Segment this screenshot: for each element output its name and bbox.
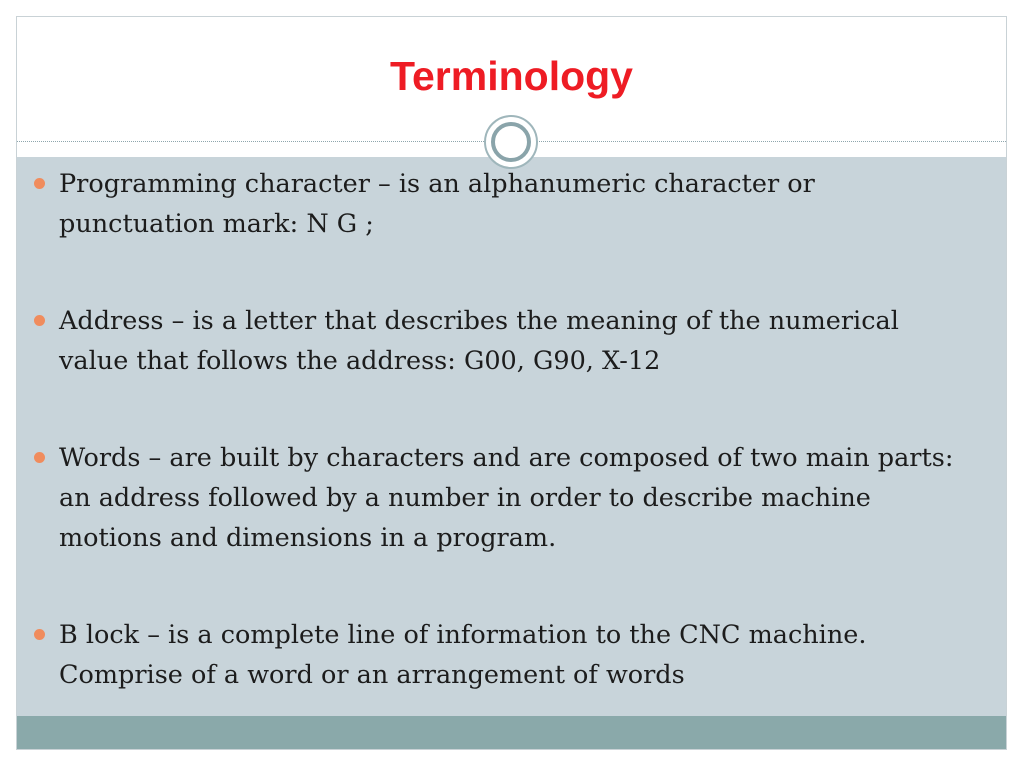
list-item bbox=[34, 301, 954, 381]
circle-bullet-icon bbox=[34, 452, 45, 463]
bullet-text: Programming character – is an alphanumeric character or punctuation mark: N G ; bbox=[59, 169, 815, 239]
circle-bullet-icon bbox=[34, 629, 45, 640]
circle-bullet-icon bbox=[34, 178, 45, 189]
bullet-text: Words – are built by characters and are composed of two main parts: an address followed by a number in order to describe machine motions and dimensions in a program. bbox=[59, 443, 954, 553]
bullet-list bbox=[34, 164, 954, 752]
list-item bbox=[34, 438, 954, 558]
ring-ornament-icon bbox=[484, 115, 538, 169]
bullet-text: Address – is a letter that describes the meaning of the numerical value that follows the address: G00, G90, X-12 bbox=[59, 306, 899, 376]
slide-title: Terminology bbox=[390, 53, 633, 99]
list-item bbox=[34, 164, 954, 244]
list-item bbox=[34, 615, 954, 695]
circle-bullet-icon bbox=[34, 315, 45, 326]
bullet-text: B lock – is a complete line of information to the CNC machine. Comprise of a word or an arrangement of words bbox=[59, 620, 867, 690]
